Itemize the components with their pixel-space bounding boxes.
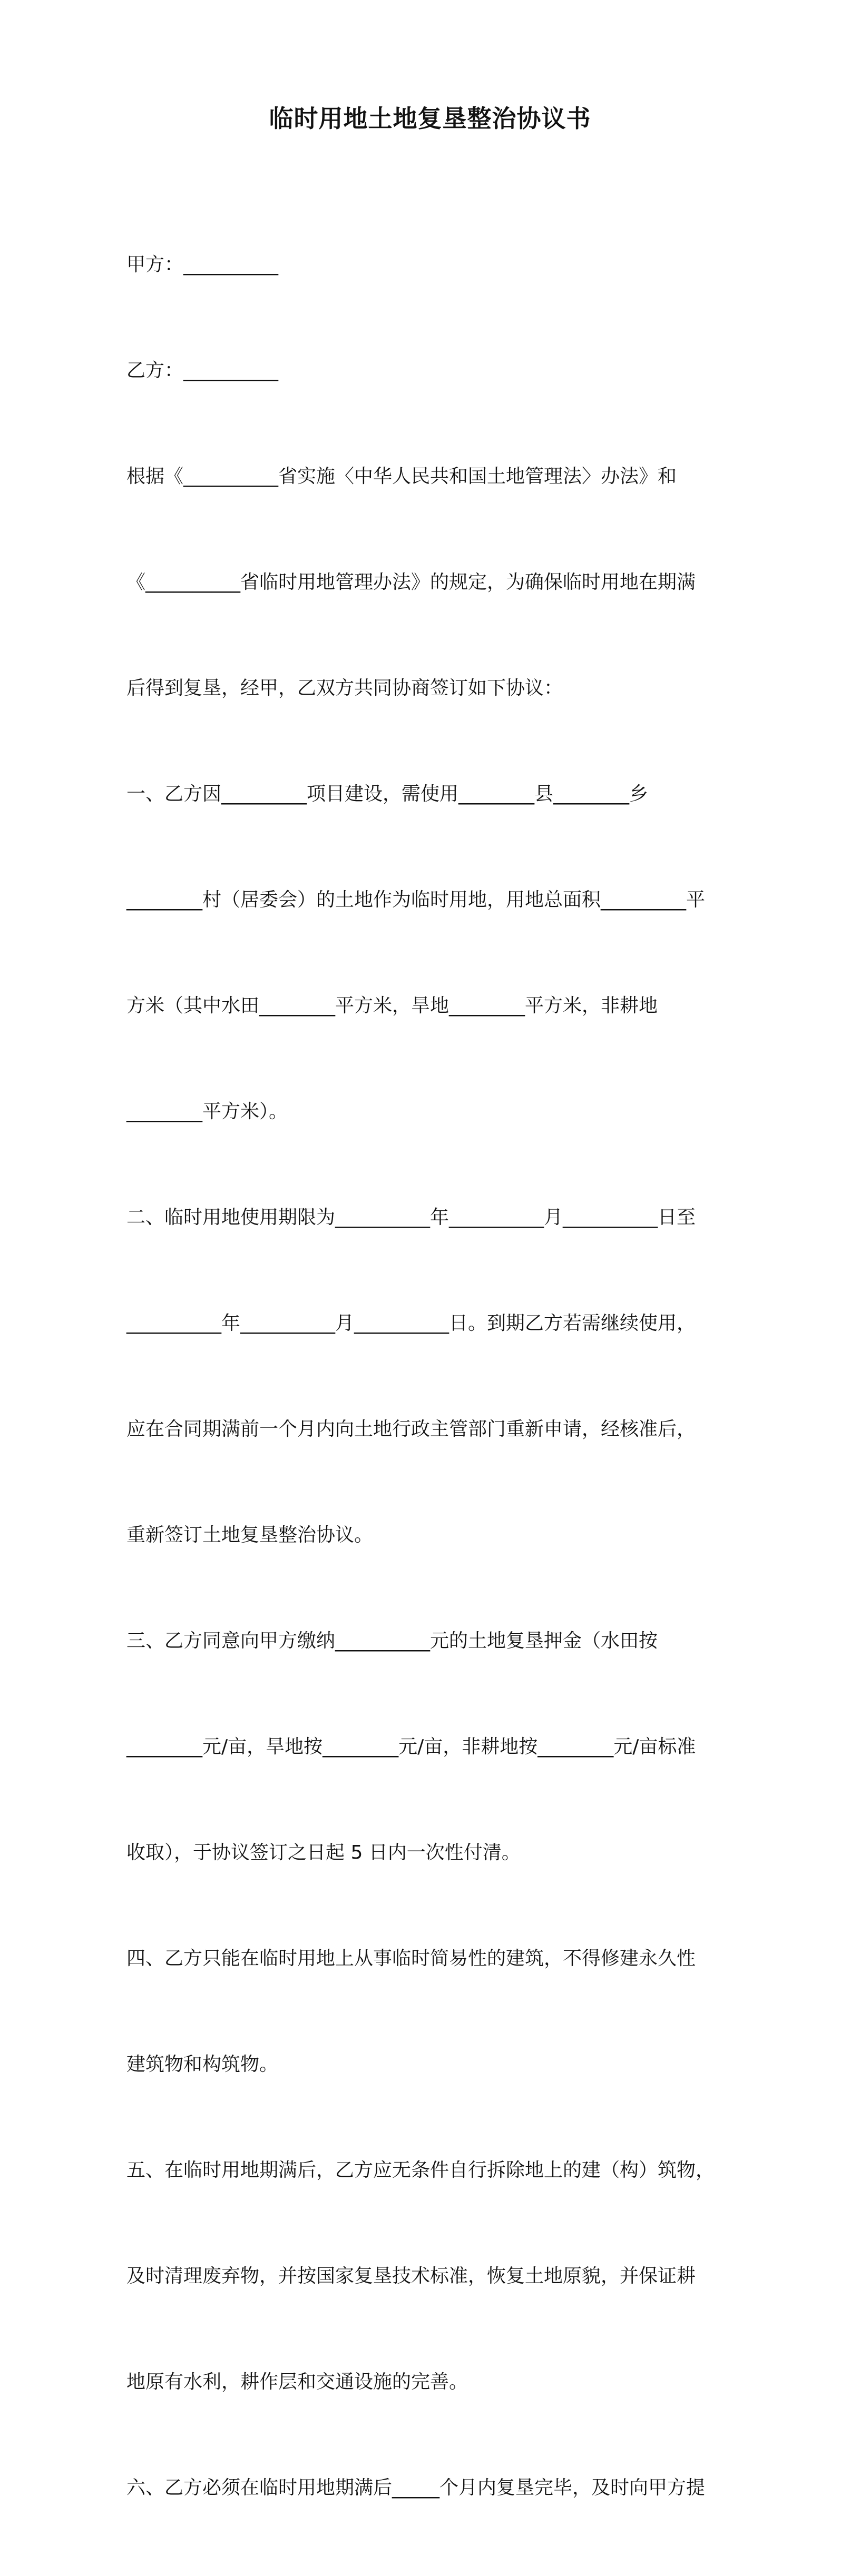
clause-3-line-3: 收取），于协议签订之日起 5 日内一次性付清。 [126,1842,521,1863]
clause-1-line-3: 方米（其中水田________平方米，旱地________平方米，非耕地 [126,995,658,1016]
clause-3-line-2: ________元/亩，旱地按________元/亩，非耕地按________元/亩标准 [126,1736,696,1758]
clause-5-line-3: 地原有水利，耕作层和交通设施的完善。 [126,2371,468,2393]
clause-6-line-1: 六、乙方必须在临时用地期满后_____个月内复垦完毕，及时向甲方提 [126,2477,706,2499]
preamble-line-2: 《__________省临时用地管理办法》的规定，为确保临时用地在期满 [126,571,696,593]
party-b-line: 乙方：__________ [126,360,279,381]
clause-4-line-2: 建筑物和构筑物。 [126,2054,279,2075]
clause-4-line-1: 四、乙方只能在临时用地上从事临时简易性的建筑，不得修建永久性 [126,1948,696,1969]
clause-3-line-1: 三、乙方同意向甲方缴纳__________元的土地复垦押金（水田按 [126,1630,658,1652]
preamble-line-1: 根据《__________省实施〈中华人民共和国土地管理法〉办法》和 [126,466,677,487]
clause-2-line-3: 应在合同期满前一个月内向土地行政主管部门重新申请，经核准后， [126,1418,696,1440]
clause-1-line-1: 一、乙方因_________项目建设，需使用________县________乡 [126,783,649,805]
document-title: 临时用地土地复垦整治协议书 [269,104,591,133]
clause-2-line-4: 重新签订土地复垦整治协议。 [126,1524,374,1546]
clause-2-line-1: 二、临时用地使用期限为__________年__________月__________日至 [126,1207,696,1228]
document-body [126,176,738,2576]
clause-1-line-2: ________村（居委会）的土地作为临时用地，用地总面积_________平 [126,889,706,911]
clause-1-line-4: ________平方米）。 [126,1101,288,1122]
party-a-line: 甲方：__________ [126,254,279,275]
clause-5-line-2: 及时清理废弃物，并按国家复垦技术标准，恢复土地原貌，并保证耕 [126,2265,696,2287]
clause-2-line-2: __________年__________月__________日。到期乙方若需继续使用， [126,1312,696,1334]
clause-5-line-1: 五、在临时用地期满后，乙方应无条件自行拆除地上的建（构）筑物， [126,2159,715,2181]
preamble-line-3: 后得到复垦，经甲，乙双方共同协商签订如下协议： [126,677,563,699]
